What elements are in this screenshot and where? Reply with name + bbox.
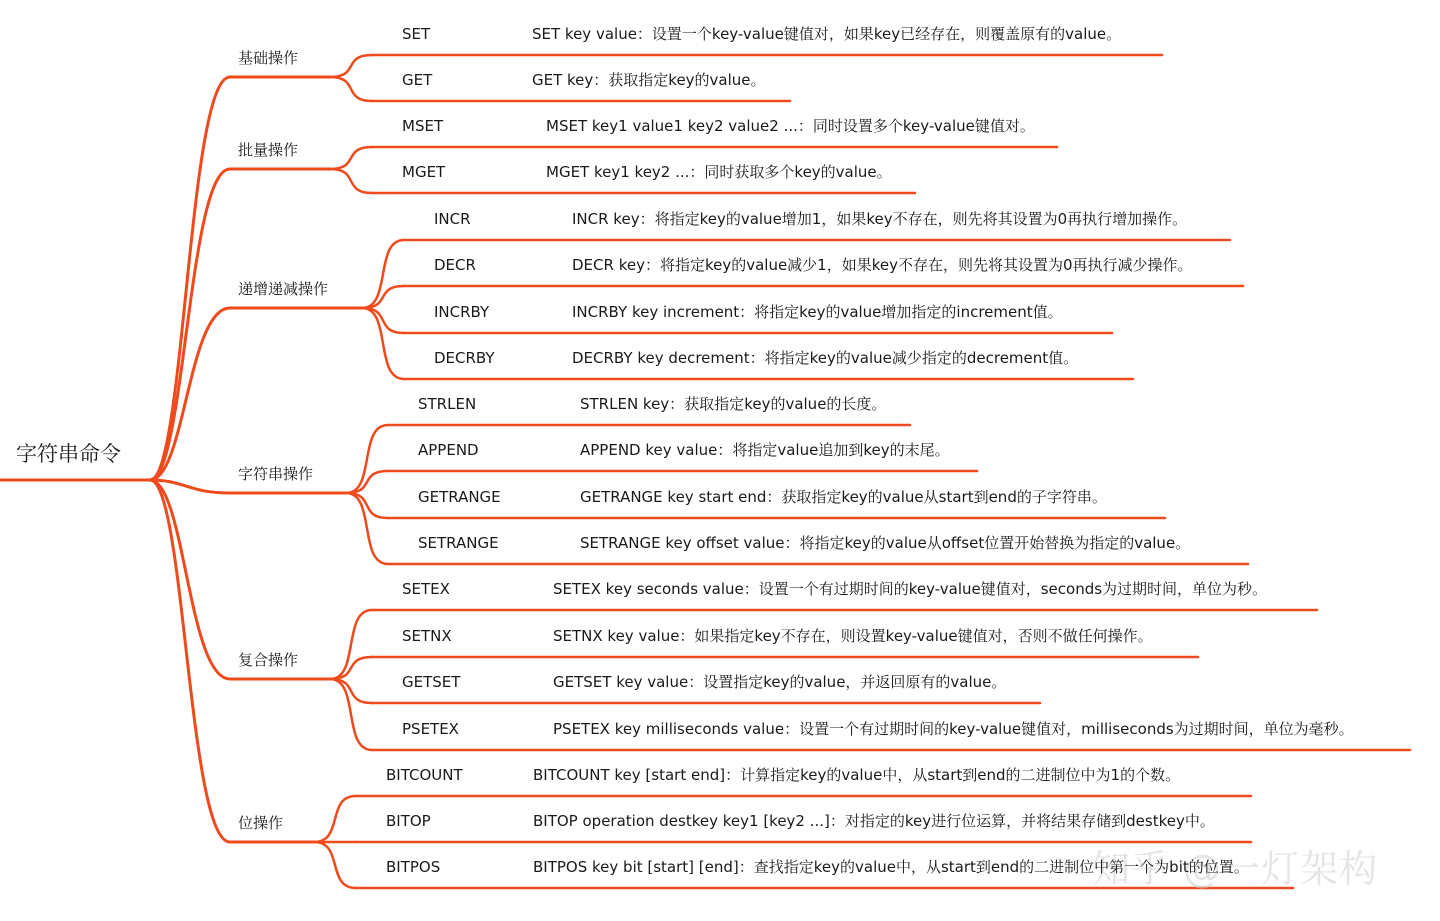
category-node: 复合操作 <box>238 651 299 669</box>
command-name: SETRANGE <box>418 534 499 552</box>
command-description: STRLEN key：获取指定key的value的长度。 <box>580 395 887 413</box>
category-to-command-link <box>330 679 372 703</box>
category-to-command-link <box>362 286 404 308</box>
command-name: DECRBY <box>434 349 495 367</box>
root-node: 字符串命令 <box>16 442 121 466</box>
command-description: DECR key：将指定key的value减少1，如果key不存在，则先将其设置为0再执行减少操作。 <box>572 256 1193 274</box>
command-description: DECRBY key decrement：将指定key的value减少指定的decrement值。 <box>572 349 1079 367</box>
command-name: PSETEX <box>402 720 459 738</box>
category-to-command-link <box>330 657 372 679</box>
command-name: INCR <box>434 210 471 228</box>
category-to-command-link <box>314 842 356 888</box>
command-description: INCRBY key increment：将指定key的value增加指定的increment值。 <box>572 303 1063 321</box>
root-to-category-link <box>150 480 230 842</box>
command-name: DECR <box>434 256 476 274</box>
command-description: SET key value：设置一个key-value键值对，如果key已经存在，则覆盖原有的value。 <box>532 25 1122 43</box>
root-to-category-link <box>150 169 230 480</box>
command-description: SETEX key seconds value：设置一个有过期时间的key-value键值对，seconds为过期时间，单位为秒。 <box>553 580 1268 598</box>
command-description: BITPOS key bit [start] [end]：查找指定key的value中，从start到end的二进制位中第一个为bit的位置。 <box>533 858 1249 876</box>
command-name: GET <box>402 71 433 89</box>
category-node: 字符串操作 <box>238 465 314 483</box>
command-name: SET <box>402 25 431 43</box>
category-to-command-link <box>346 493 388 518</box>
root-to-category-link <box>150 480 230 679</box>
command-name: GETSET <box>402 673 461 691</box>
category-node: 位操作 <box>238 814 284 832</box>
command-description: PSETEX key milliseconds value：设置一个有过期时间的key-value键值对，milliseconds为过期时间，单位为毫秒。 <box>553 720 1354 738</box>
watermark: 知乎 @一灯架构 <box>1092 847 1379 891</box>
command-description: GETSET key value：设置指定key的value，并返回原有的value。 <box>553 673 1007 691</box>
command-description: SETNX key value：如果指定key不存在，则设置key-value键值对，否则不做任何操作。 <box>553 627 1153 645</box>
command-name: MGET <box>402 163 446 181</box>
command-name: GETRANGE <box>418 488 501 506</box>
command-name: STRLEN <box>418 395 477 413</box>
category-to-command-link <box>314 796 356 842</box>
category-node: 批量操作 <box>238 141 299 159</box>
category-node: 递增递减操作 <box>238 280 329 298</box>
command-name: MSET <box>402 117 444 135</box>
command-description: MGET key1 key2 ...：同时获取多个key的value。 <box>546 163 892 181</box>
command-description: INCR key：将指定key的value增加1，如果key不存在，则先将其设置为0再执行增加操作。 <box>572 210 1188 228</box>
command-name: SETEX <box>402 580 450 598</box>
command-name: BITPOS <box>386 858 441 876</box>
category-to-command-link <box>330 147 372 169</box>
command-name: SETNX <box>402 627 452 645</box>
command-description: GET key：获取指定key的value。 <box>532 71 766 89</box>
category-to-command-link <box>330 77 372 101</box>
root-to-category-link <box>150 77 230 480</box>
category-to-command-link <box>330 169 372 193</box>
command-description: BITOP operation destkey key1 [key2 ...]：对指定的key进行位运算，并将结果存储到destkey中。 <box>533 812 1215 830</box>
command-name: BITCOUNT <box>386 766 463 784</box>
category-to-command-link <box>346 471 388 493</box>
command-description: GETRANGE key start end：获取指定key的value从start到end的子字符串。 <box>580 488 1107 506</box>
command-description: BITCOUNT key [start end]：计算指定key的value中，从start到end的二进制位中为1的个数。 <box>533 766 1181 784</box>
category-to-command-link <box>362 308 404 333</box>
command-description: APPEND key value：将指定value追加到key的末尾。 <box>580 441 950 459</box>
command-description: SETRANGE key offset value：将指定key的value从offset位置开始替换为指定的value。 <box>580 534 1191 552</box>
command-name: INCRBY <box>434 303 490 321</box>
root-to-category-link <box>150 308 230 480</box>
category-to-command-link <box>330 55 372 77</box>
command-name: BITOP <box>386 812 431 830</box>
command-name: APPEND <box>418 441 479 459</box>
category-node: 基础操作 <box>238 49 299 67</box>
command-description: MSET key1 value1 key2 value2 ...：同时设置多个key-value键值对。 <box>546 117 1035 135</box>
